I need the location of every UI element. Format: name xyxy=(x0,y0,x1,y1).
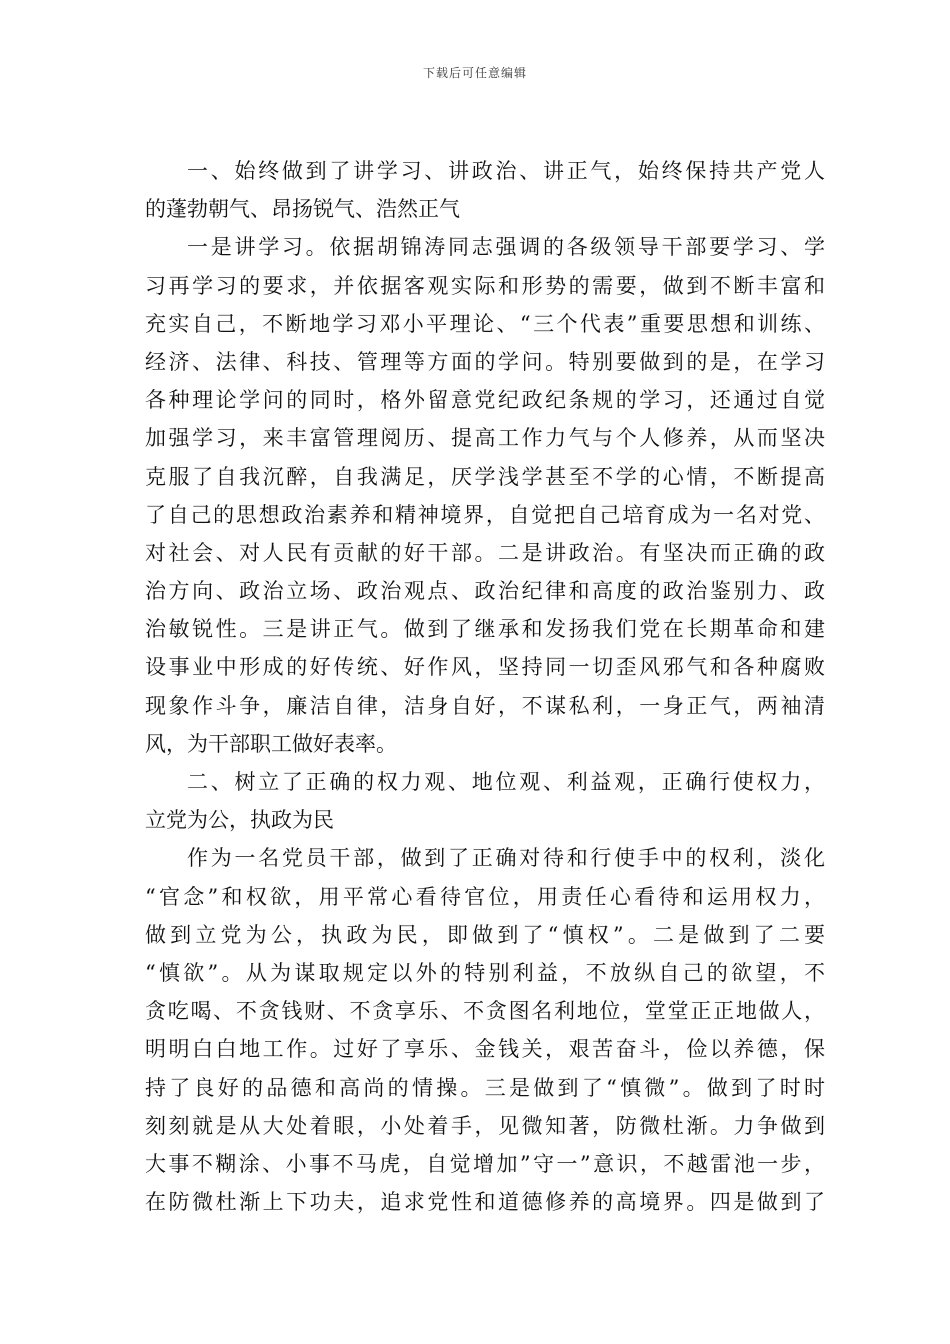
paragraph-line: “慎欲”。从为谋取规定以外的特别利益，不放纵自己的欲望，不 xyxy=(145,960,825,985)
paragraph-line: 做到立党为公，执政为民，即做到了“慎权”。二是做到了二要 xyxy=(145,922,825,947)
paragraph-line: 各种理论学问的同时，格外留意党纪政纪条规的学习，还通过自觉 xyxy=(145,388,825,413)
paragraph-line: 作为一名党员干部，做到了正确对待和行使手中的权利，淡化 xyxy=(187,846,825,871)
paragraph-line: 充实自己，不断地学习邓小平理论、“三个代表”重要思想和训练、 xyxy=(145,311,825,336)
paragraph-line: 持了良好的品德和高尚的情操。三是做到了“慎微”。做到了时时 xyxy=(145,1075,825,1100)
paragraph-line: 了自己的思想政治素养和精神境界，自觉把自己培育成为一名对党、 xyxy=(145,502,825,527)
paragraph-line: 一是讲学习。依据胡锦涛同志强调的各级领导干部要学习、学 xyxy=(187,235,825,260)
heading-2-line-1: 二、树立了正确的权力观、地位观、利益观，正确行使权力， xyxy=(187,770,825,794)
paragraph-line: 大事不糊涂、小事不马虎，自觉增加”守一”意识，不越雷池一步， xyxy=(145,1151,825,1176)
paragraph-line: “官念”和权欲，用平常心看待官位，用责任心看待和运用权力， xyxy=(145,884,825,909)
paragraph-line: 经济、法律、科技、管理等方面的学问。特别要做到的是，在学习 xyxy=(145,349,825,374)
paragraph-line: 设事业中形成的好传统、好作风，坚持同一切歪风邪气和各种腐败 xyxy=(145,655,825,680)
paragraph-line: 现象作斗争，廉洁自律，洁身自好，不谋私利，一身正气，两袖清 xyxy=(145,693,825,718)
paragraph-line: 贪吃喝、不贪钱财、不贪享乐、不贪图名利地位，堂堂正正地做人， xyxy=(145,999,825,1024)
document-body xyxy=(145,152,825,1221)
paragraph-line: 治方向、政治立场、政治观点、政治纪律和高度的政治鉴别力、政 xyxy=(145,579,825,604)
heading-2-line-2: 立党为公，执政为民 xyxy=(145,808,334,833)
heading-1-line-1: 一、始终做到了讲学习、讲政治、讲正气，始终保持共产党人 xyxy=(187,159,825,183)
paragraph-line: 习再学习的要求，并依据客观实际和形势的需要，做到不断丰富和 xyxy=(145,273,825,298)
page-header: 下载后可任意编辑 xyxy=(422,66,527,80)
paragraph-line: 克服了自我沉醉，自我满足，厌学浅学甚至不学的心情，不断提高 xyxy=(145,464,825,489)
paragraph-line: 风，为干部职工做好表率。 xyxy=(145,731,397,756)
paragraph-line: 治敏锐性。三是讲正气。做到了继承和发扬我们党在长期革命和建 xyxy=(145,617,825,642)
heading-1-line-2: 的蓬勃朝气、昂扬锐气、浩然正气 xyxy=(145,197,460,222)
paragraph-line: 刻刻就是从大处着眼，小处着手，见微知著，防微杜渐。力争做到 xyxy=(145,1113,825,1138)
paragraph-line: 对社会、对人民有贡献的好干部。二是讲政治。有坚决而正确的政 xyxy=(145,540,825,565)
paragraph-line: 在防微杜渐上下功夫，追求党性和道德修养的高境界。四是做到了 xyxy=(145,1190,825,1215)
paragraph-line: 加强学习，来丰富管理阅历、提高工作力气与个人修养，从而坚决 xyxy=(145,426,825,451)
paragraph-line: 明明白白地工作。过好了享乐、金钱关，艰苦奋斗，俭以养德，保 xyxy=(145,1037,825,1062)
